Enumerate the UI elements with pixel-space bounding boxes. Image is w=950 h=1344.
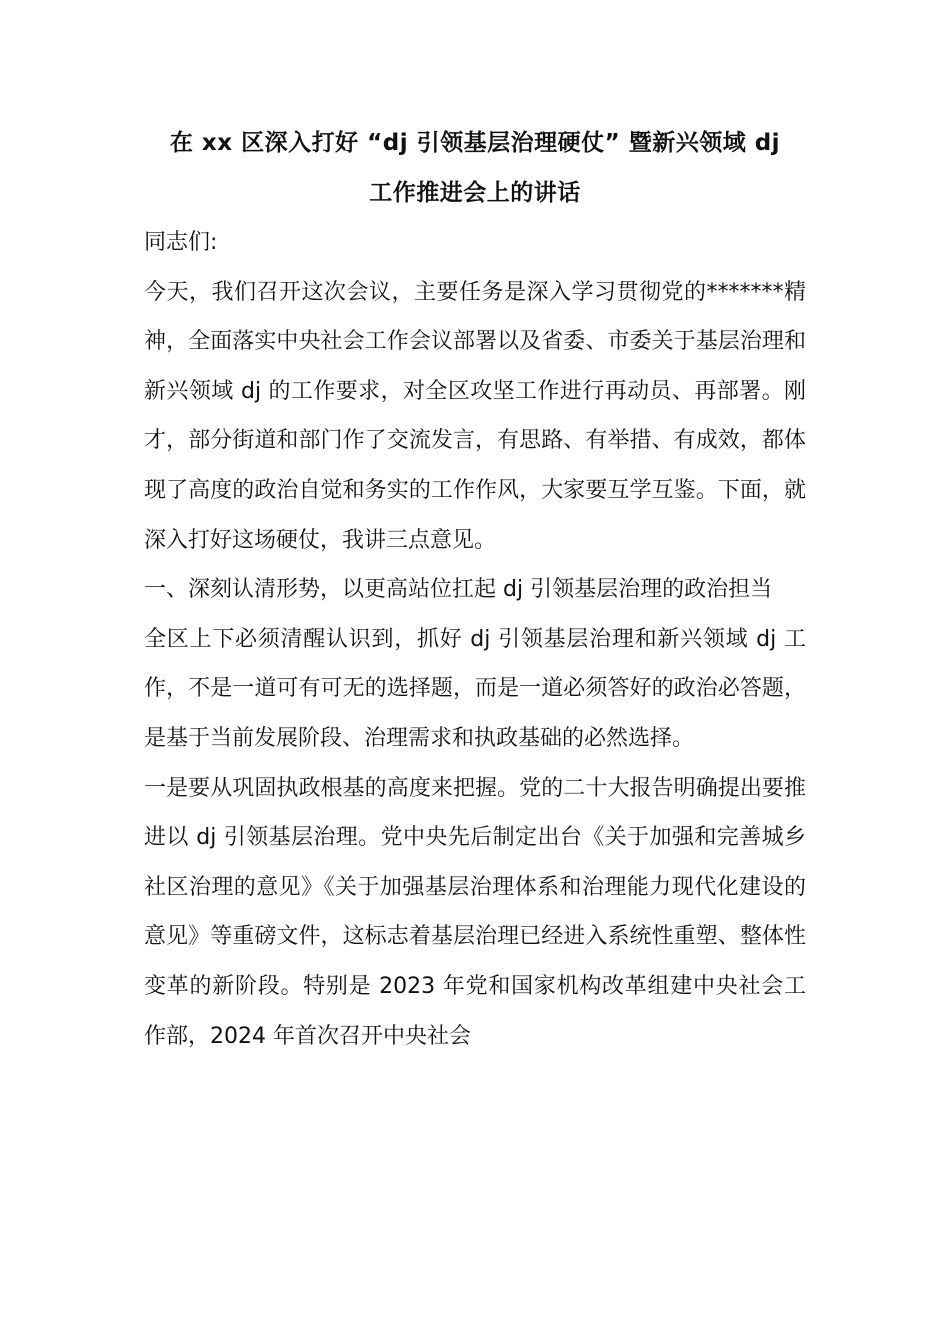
document-title-line-1: 在 xx 区深入打好 “dj 引领基层治理硬仗” 暨新兴领域 dj	[169, 130, 781, 156]
salutation: 同志们:	[144, 230, 218, 255]
document-title-line-2: 工作推进会上的讲话	[369, 180, 581, 206]
paragraph-opening: 今天，我们召开这次会议，主要任务是深入学习贯彻党的*******精神，全面落实中央社会工作会议部署以及省委、市委关于基层治理和新兴领域 dj 的工作要求，对全区攻坚工作进行再动员、再部署。刚才，部分街道和部门作了交流发言，有思路、有举措、有成效，都体现了高度的政治自觉和务实的工作作风，大家要互学互鉴。下面，就深入打好这场硬仗，我讲三点意见。	[144, 279, 806, 553]
paragraph-section-1-intro: 全区上下必须清醒认识到，抓好 dj 引领基层治理和新兴领域 dj 工作，不是一道可有可无的选择题，而是一道必须答好的政治必答题，是基于当前发展阶段、治理需求和执政基础的必然选择。	[144, 626, 806, 751]
document-page	[144, 118, 806, 1061]
paragraph-point-1: 一是要从巩固执政根基的高度来把握。党的二十大报告明确提出要推进以 dj 引领基层治理。党中央先后制定出台《关于加强和完善城乡社区治理的意见》《关于加强基层治理体系和治理能力现代化建设的意见》等重磅文件，这标志着基层治理已经进入系统性重塑、整体性变革的新阶段。特别是 2023 年党和国家机构改革组建中央社会工作部，2024 年首次召开中央社会	[144, 775, 806, 1049]
section-heading-1: 一、深刻认清形势，以更高站位扛起 dj 引领基层治理的政治担当	[144, 577, 773, 603]
